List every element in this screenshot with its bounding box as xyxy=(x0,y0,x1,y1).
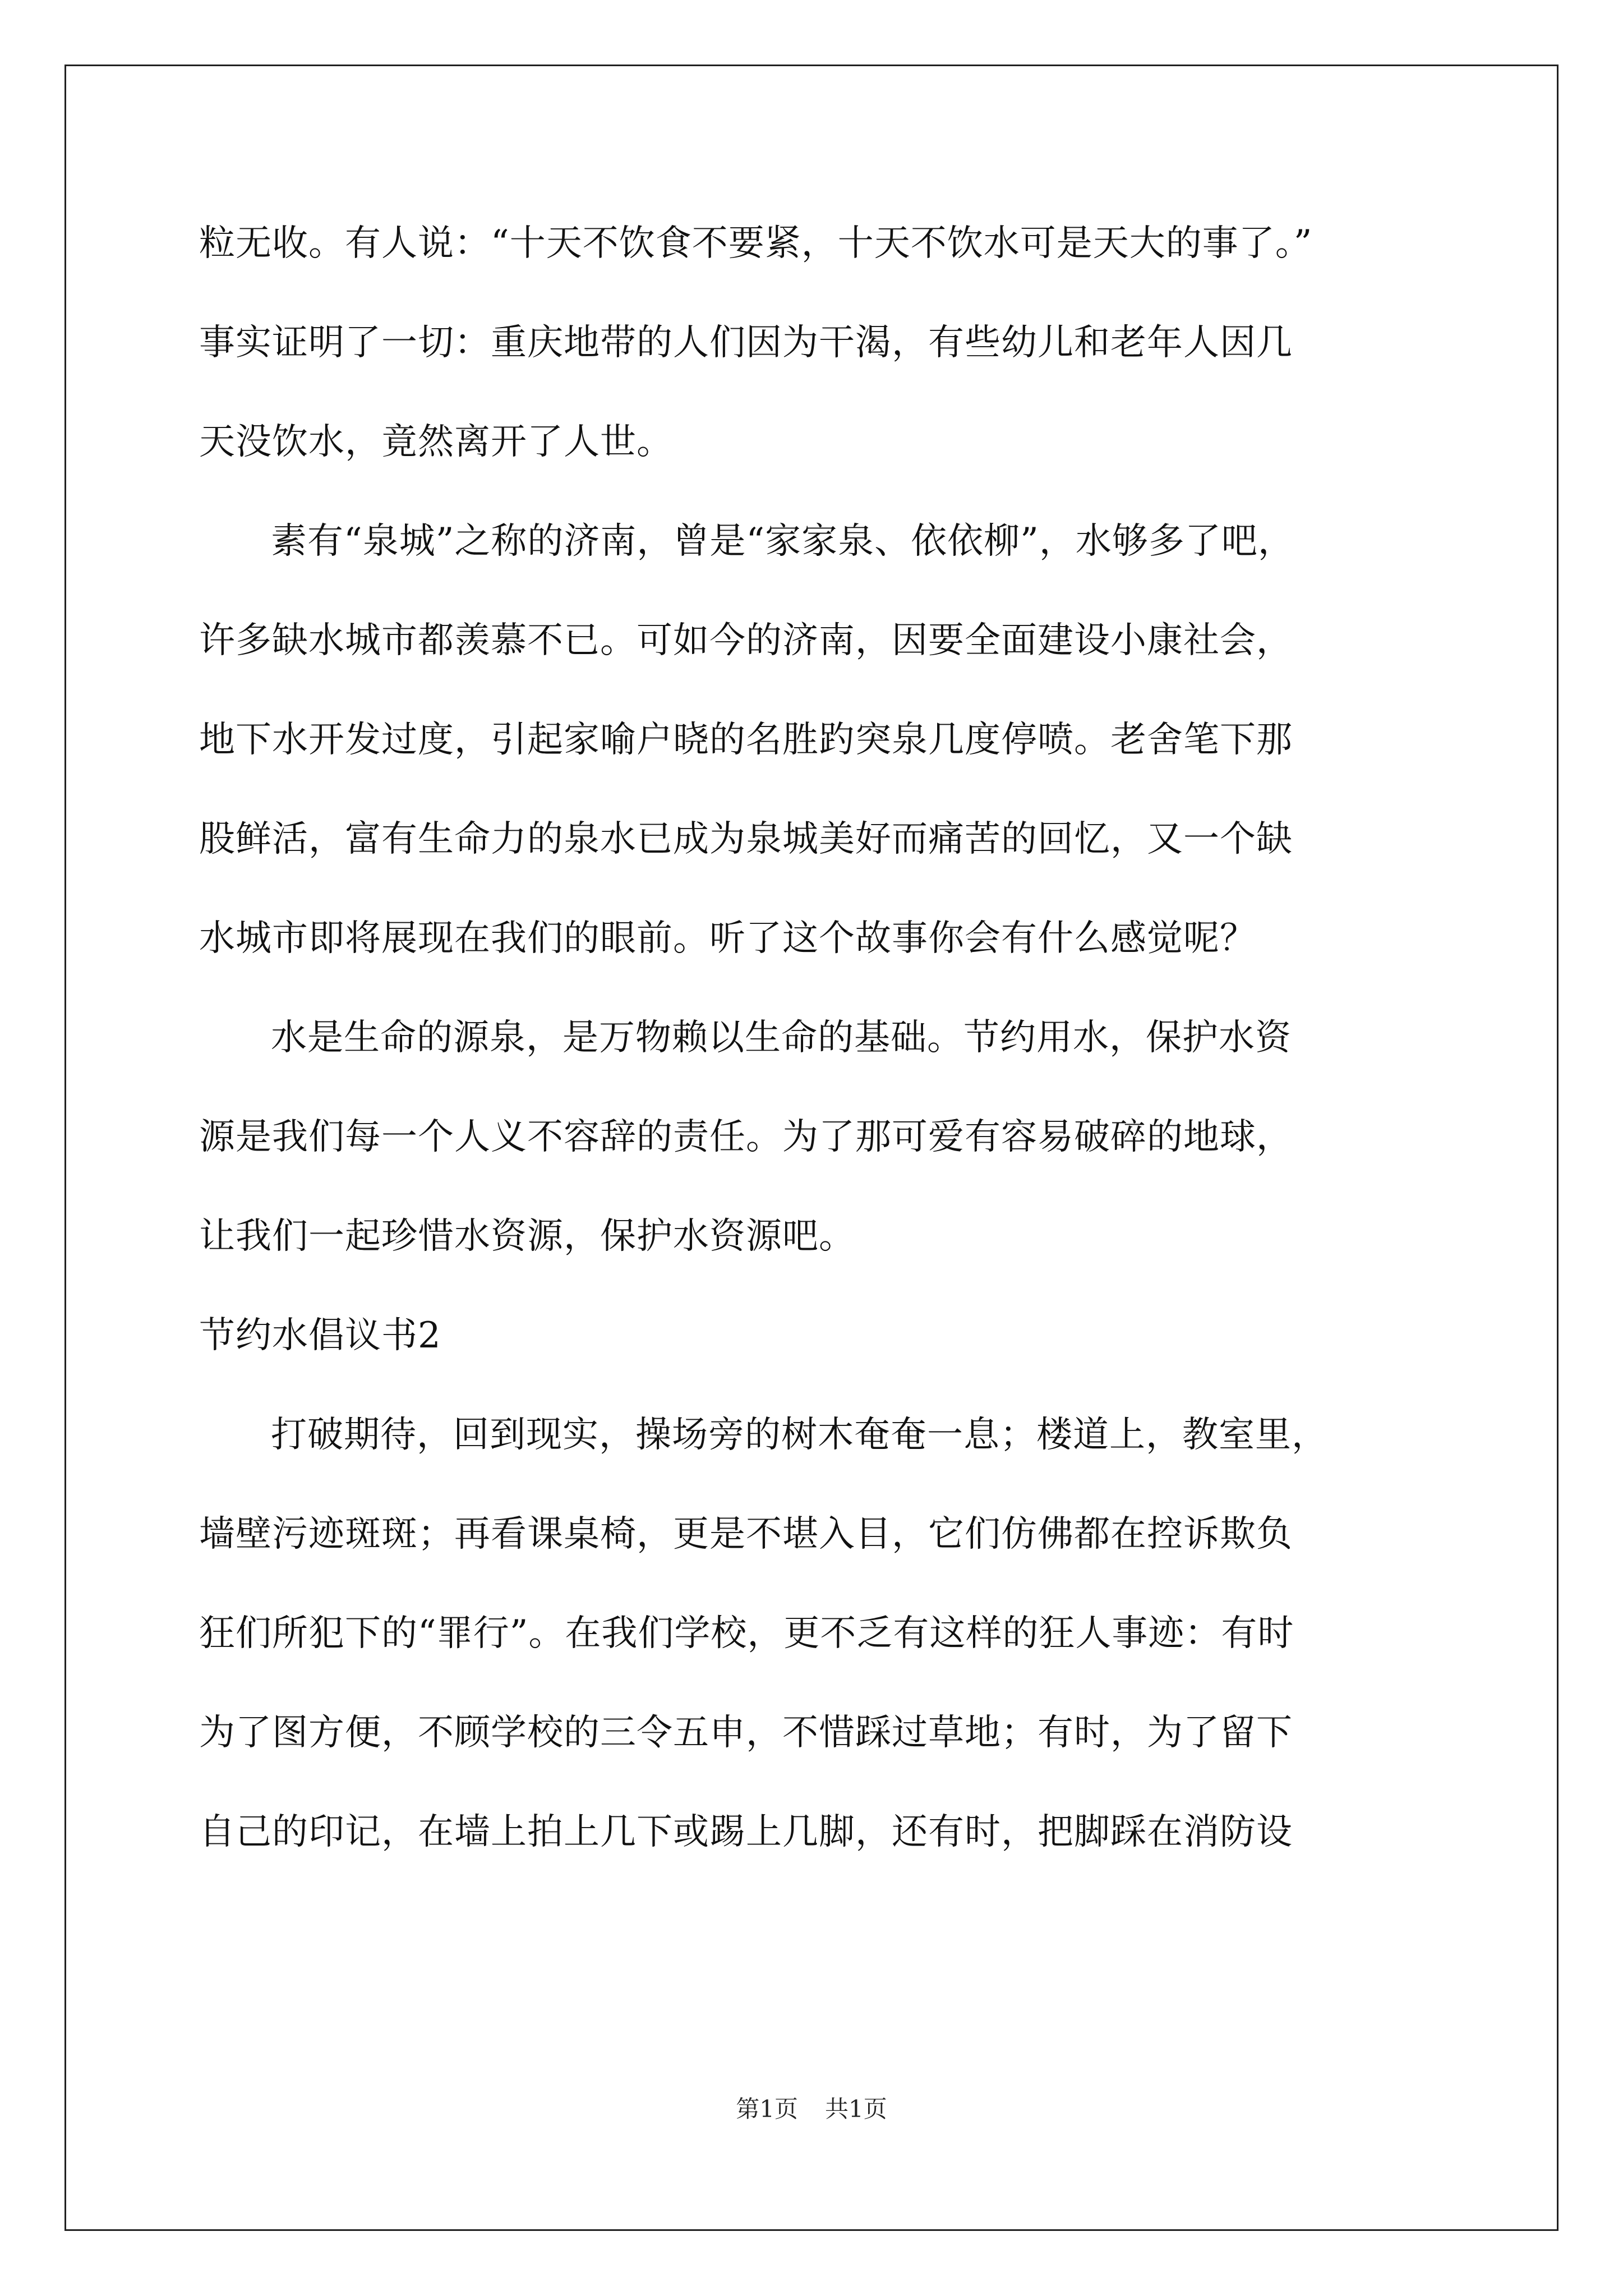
text-line: 墙壁污迹斑斑；再看课桌椅，更是不堪入目，它们仿佛都在控诉欺负 xyxy=(199,1513,1293,1555)
section-heading: 节约水倡议书2 xyxy=(199,1315,441,1356)
text-line: 水城市即将展现在我们的眼前。听了这个故事你会有什么感觉呢？ xyxy=(199,918,1256,959)
page-total: 共1页 xyxy=(825,2095,887,2123)
paragraph-start-line: 打破期待，回到现实，操场旁的树木奄奄一息；楼道上，教室里， xyxy=(271,1414,1328,1456)
text-line: 地下水开发过度，引起家喻户晓的名胜趵突泉几度停喷。老舍笔下那 xyxy=(199,719,1293,761)
page-number: 第1页 xyxy=(736,2095,798,2123)
document-body xyxy=(199,210,1433,1898)
text-line: 许多缺水城市都羡慕不已。可如今的济南，因要全面建设小康社会， xyxy=(199,620,1293,661)
text-line: 粒无收。有人说：“十天不饮食不要紧，十天不饮水可是天大的事了。” xyxy=(199,223,1313,264)
text-line: 让我们一起珍惜水资源，保护水资源吧。 xyxy=(199,1216,855,1257)
text-line: 为了图方便，不顾学校的三令五申，不惜踩过草地；有时，为了留下 xyxy=(199,1712,1293,1754)
text-line: 源是我们每一个人义不容辞的责任。为了那可爱有容易破碎的地球， xyxy=(199,1116,1293,1158)
paragraph-start-line: 素有“泉城”之称的济南，曾是“家家泉、依依柳”，水够多了吧， xyxy=(271,521,1294,562)
text-line: 股鲜活，富有生命力的泉水已成为泉城美好而痛苦的回忆，又一个缺 xyxy=(199,818,1293,860)
paragraph-start-line: 水是生命的源泉，是万物赖以生命的基础。节约用水，保护水资 xyxy=(271,1017,1292,1059)
text-line: 自己的印记，在墙上拍上几下或踢上几脚，还有时，把脚踩在消防设 xyxy=(199,1811,1293,1853)
text-line: 天没饮水，竟然离开了人世。 xyxy=(199,421,673,463)
page-footer xyxy=(0,2092,1623,2126)
text-line: 事实证明了一切：重庆地带的人们因为干渴，有些幼儿和老年人因几 xyxy=(199,322,1293,364)
text-line: 狂们所犯下的“罪行”。在我们学校，更不乏有这样的狂人事迹：有时 xyxy=(199,1613,1294,1654)
